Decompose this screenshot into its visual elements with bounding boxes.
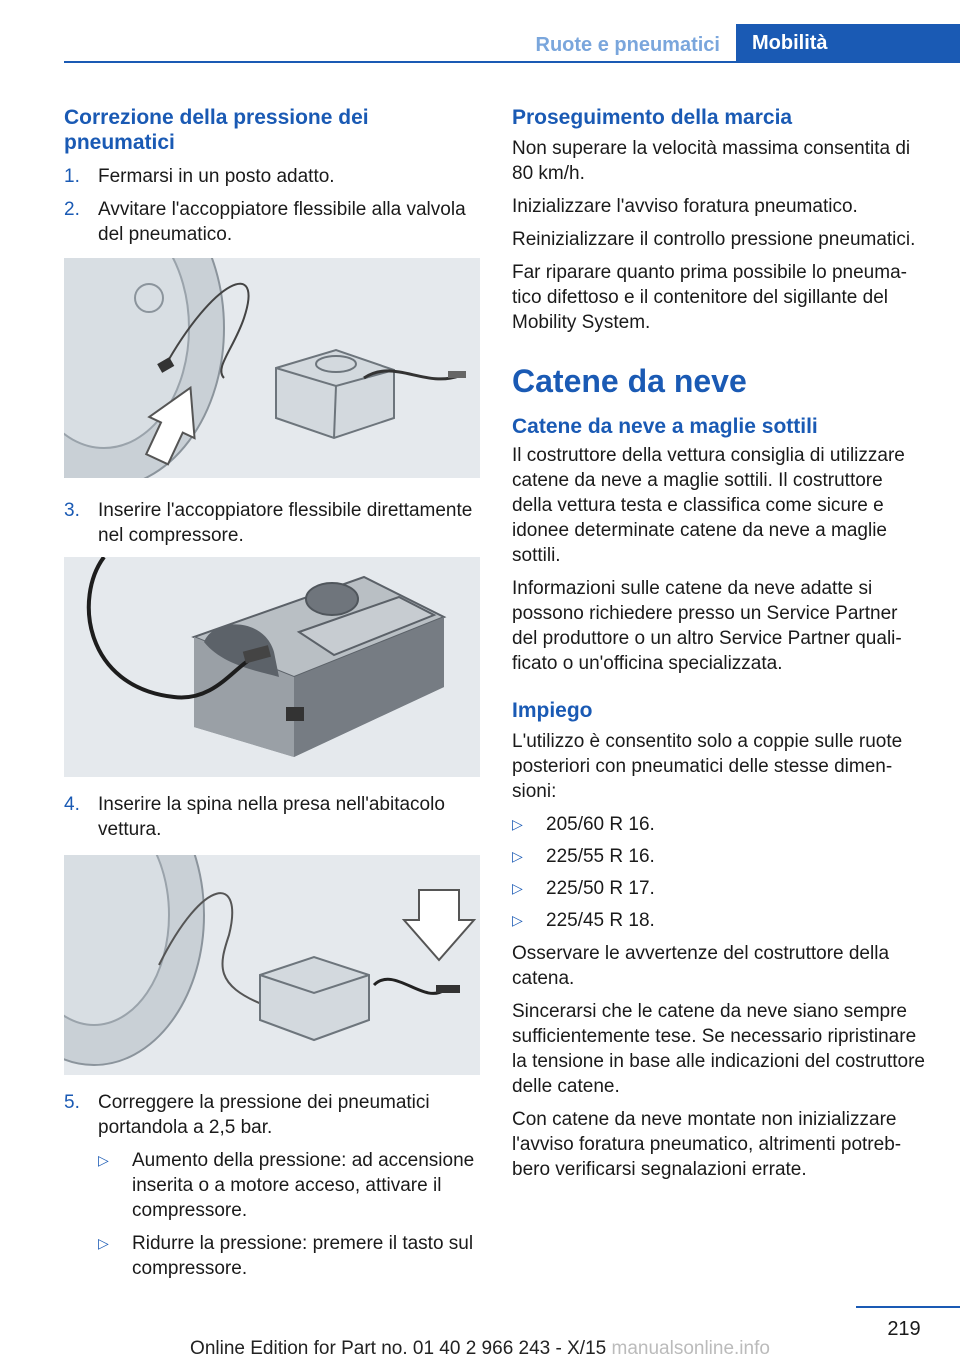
tire-size: 225/50 R 17. <box>546 878 655 899</box>
paragraph: Informazioni sulle catene da neve adatte si possono richiedere presso un Service Partner del produttore o un altro Service Partner qualificato o un'officina specializzata. <box>512 578 902 674</box>
paragraph: L'utilizzo è consentito solo a coppie sulle ruote posteriori con pneumatici delle stesse dimensioni: <box>512 731 903 802</box>
step-text: Fermarsi in un posto adatto. <box>98 166 335 187</box>
triangle-bullet-icon: ▷ <box>512 816 523 832</box>
left-step-3-block <box>64 498 480 548</box>
triangle-bullet-icon: ▷ <box>98 1235 109 1251</box>
triangle-bullet-icon: ▷ <box>512 880 523 896</box>
left-column <box>64 105 480 247</box>
paragraph: Sincerarsi che le catene da neve siano sempre sufficientemente tese. Se necessario ripristinare la tensione in base alle indicazioni del costruttore delle catene. <box>512 1001 925 1097</box>
triangle-bullet-icon: ▷ <box>512 912 523 928</box>
section-heading-pressure: Correzione della pressione dei pneumatici <box>64 106 369 154</box>
step-text: Avvitare l'accoppiatore flessibile alla valvola del pneumatico. <box>98 199 466 245</box>
header-rule <box>64 61 960 63</box>
substep-text: Aumento della pressione: ad accensione inserita o a motore acceso, attivare il compressore. <box>132 1150 475 1221</box>
paragraph: Far riparare quanto prima possibile lo pneumatico difettoso e il contenitore del sigillante del Mobility System. <box>512 262 907 333</box>
paragraph: Osservare le avvertenze del costruttore della catena. <box>512 943 890 989</box>
step-number: 5. <box>64 1092 80 1113</box>
tire-size-item <box>512 812 928 837</box>
tire-size: 225/45 R 18. <box>546 910 655 931</box>
heading-fine-link-chains: Catene da neve a maglie sottili <box>512 415 818 438</box>
paragraph: Il costruttore della vettura consiglia di utilizzare catene da neve a maglie sottili. Il costruttore della vettura testa e classifica come sicure e idonee determinate catene da neve a maglie sottili. <box>512 445 905 566</box>
tire-size-item <box>512 844 928 869</box>
watermark-text: manualsonline.info <box>611 1338 770 1359</box>
tire-size-item <box>512 908 928 933</box>
footer-rule <box>856 1306 960 1308</box>
left-step-4-block <box>64 792 480 842</box>
step-number: 1. <box>64 166 80 187</box>
header-section-title: Ruote e pneumatici <box>535 33 720 56</box>
tire-size: 205/60 R 16. <box>546 814 655 835</box>
step-number: 2. <box>64 199 80 220</box>
step-3 <box>64 498 480 548</box>
illustration-compressor-hose <box>64 557 480 777</box>
paragraph: Non superare la velocità massima consentita di 80 km/h. <box>512 138 911 184</box>
substep-reduce <box>64 1231 480 1281</box>
heading-continue-driving: Proseguimento della marcia <box>512 106 793 129</box>
substep-text: Ridurre la pressione: premere il tasto sul compressore. <box>132 1233 474 1279</box>
triangle-bullet-icon: ▷ <box>512 848 523 864</box>
paragraph: Inizializzare l'avviso foratura pneumatico. <box>512 196 858 217</box>
step-text: Inserire l'accoppiatore flessibile direttamente nel compressore. <box>98 500 473 546</box>
edition-text: Online Edition for Part no. 01 40 2 966 243 - X/15 <box>190 1338 607 1359</box>
left-step-5-block <box>64 1090 480 1281</box>
heading-usage: Impiego <box>512 699 593 722</box>
page-number: 219 <box>887 1318 921 1340</box>
right-column <box>512 105 928 1182</box>
step-4 <box>64 792 480 842</box>
triangle-bullet-icon: ▷ <box>98 1152 109 1168</box>
step-1 <box>64 164 480 189</box>
footer-edition <box>0 1338 960 1360</box>
paragraph: Reinizializzare il controllo pressione pneumatici. <box>512 229 916 250</box>
heading-snow-chains: Catene da neve <box>512 363 747 399</box>
illustration-valve-connection <box>64 258 480 478</box>
tire-size: 225/55 R 16. <box>546 846 655 867</box>
header-chapter-tab: Mobilità <box>736 24 960 62</box>
step-5 <box>64 1090 480 1140</box>
step-number: 4. <box>64 794 80 815</box>
substep-increase <box>64 1148 480 1223</box>
paragraph: Con catene da neve montate non inizializzare l'avviso foratura pneumatico, altrimenti potrebbero verificarsi segnalazioni errate. <box>512 1109 902 1180</box>
step-number: 3. <box>64 500 80 521</box>
illustration-plug-socket <box>64 855 480 1075</box>
step-text: Inserire la spina nella presa nell'abitacolo vettura. <box>98 794 445 840</box>
step-2 <box>64 197 480 247</box>
step-text: Correggere la pressione dei pneumatici portandola a 2,5 bar. <box>98 1092 430 1138</box>
tire-size-item <box>512 876 928 901</box>
